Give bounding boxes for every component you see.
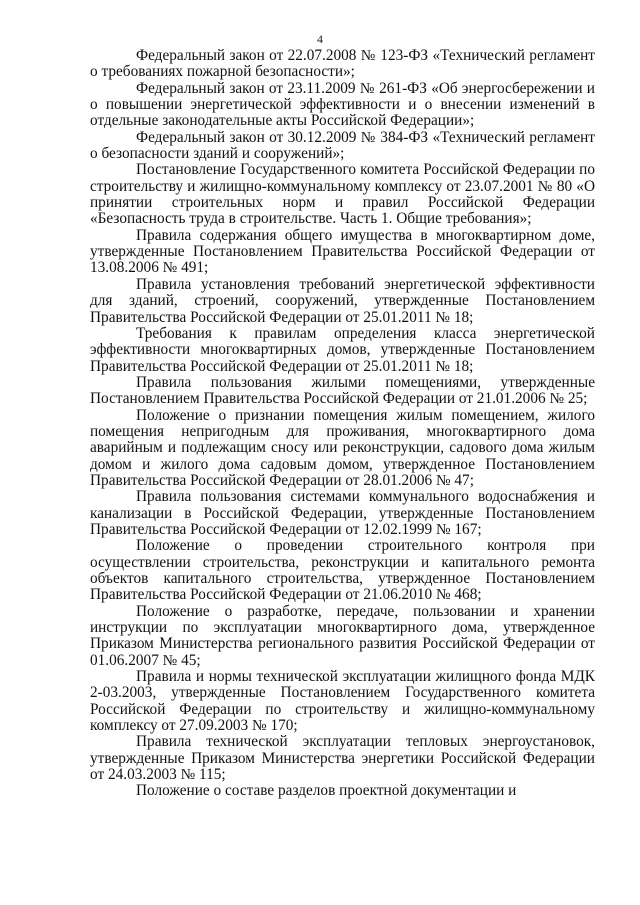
paragraph-rules-25: Правила пользования жилыми помещениями, утвержденные Постановлением Правительства Российской Федерации от 21.01.2006 № 25;	[90, 373, 595, 408]
page-number: 4	[317, 32, 323, 46]
paragraph-regulation-47: Положение о признании помещения жилым помещением, жилого помещения непригодным для проживания, многоквартирного дома аварийным и подлежащим сносу или реконструкции, садового дома жилым домом и жилого дома садовым домом, утвержденное Постановлением Правительства Российской Федерации от 28.01.2006 № 47;	[90, 406, 595, 489]
paragraph-regulation-project-docs: Положение о составе разделов проектной документации и	[136, 782, 517, 800]
paragraph-mdk-2-03-2003: Правила и нормы технической эксплуатации жилищного фонда МДК 2-03.2003, утвержденные Постановлением Государственного комитета Российской Федерации по строительству и жилищно-коммунальному комплексу от 27.09.2003 № 170;	[90, 668, 595, 735]
paragraph-rules-491: Правила содержания общего имущества в многоквартирном доме, утвержденные Постановлением Правительства Российской Федерации от 13.08.2006 № 491;	[90, 226, 595, 277]
document-body	[90, 48, 595, 800]
paragraph-regulation-45: Положение о разработке, передаче, пользовании и хранении инструкции по эксплуатации многоквартирного дома, утвержденное Приказом Министерства регионального развития Российской Федерации от 01.06.2007 № 45;	[90, 602, 595, 669]
paragraph-rules-167: Правила пользования системами коммунального водоснабжения и канализации в Российской Федерации, утвержденные Постановлением Правительства Российской Федерации от 12.02.1999 № 167;	[90, 488, 595, 538]
paragraph-requirements-18-class: Требования к правилам определения класса энергетической эффективности многоквартирных домов, утвержденные Постановлением Правительства Российской Федерации от 25.01.2011 № 18;	[90, 324, 595, 375]
paragraph-law-261-fz: Федеральный закон от 23.11.2009 № 261-ФЗ «Об энергосбережении и о повышении энергетической эффективности и о внесении изменений в отдельные законодательные акты Российской Федерации»;	[90, 79, 595, 130]
paragraph-rules-115: Правила технической эксплуатации тепловых энергоустановок, утвержденные Приказом Министерства энергетики Российской Федерации от 24.03.2003 № 115;	[90, 733, 595, 784]
paragraph-rules-18-efficiency: Правила установления требований энергетической эффективности для зданий, строений, сооружений, утвержденные Постановлением Правительства Российской Федерации от 25.01.2011 № 18;	[90, 275, 595, 326]
paragraph-law-123-fz: Федеральный закон от 22.07.2008 № 123-ФЗ «Технический регламент о требованиях пожарной безопасности»;	[90, 47, 595, 81]
paragraph-law-384-fz: Федеральный закон от 30.12.2009 № 384-ФЗ «Технический регламент о безопасности зданий и сооружений»;	[90, 128, 595, 163]
paragraph-resolution-80: Постановление Государственного комитета Российской Федерации по строительству и жилищно-коммунальному комплексу от 23.07.2001 № 80 «О принятии строительных норм и правил Российской Федерации «Безопасность труда в строительстве. Часть 1. Общие требования»;	[90, 161, 595, 228]
paragraph-regulation-468: Положение о проведении строительного контроля при осуществлении строительства, реконструкции и капитального ремонта объектов капитального строительства, утвержденное Постановлением Правительства Российской Федерации от 21.06.2010 № 468;	[90, 537, 595, 604]
